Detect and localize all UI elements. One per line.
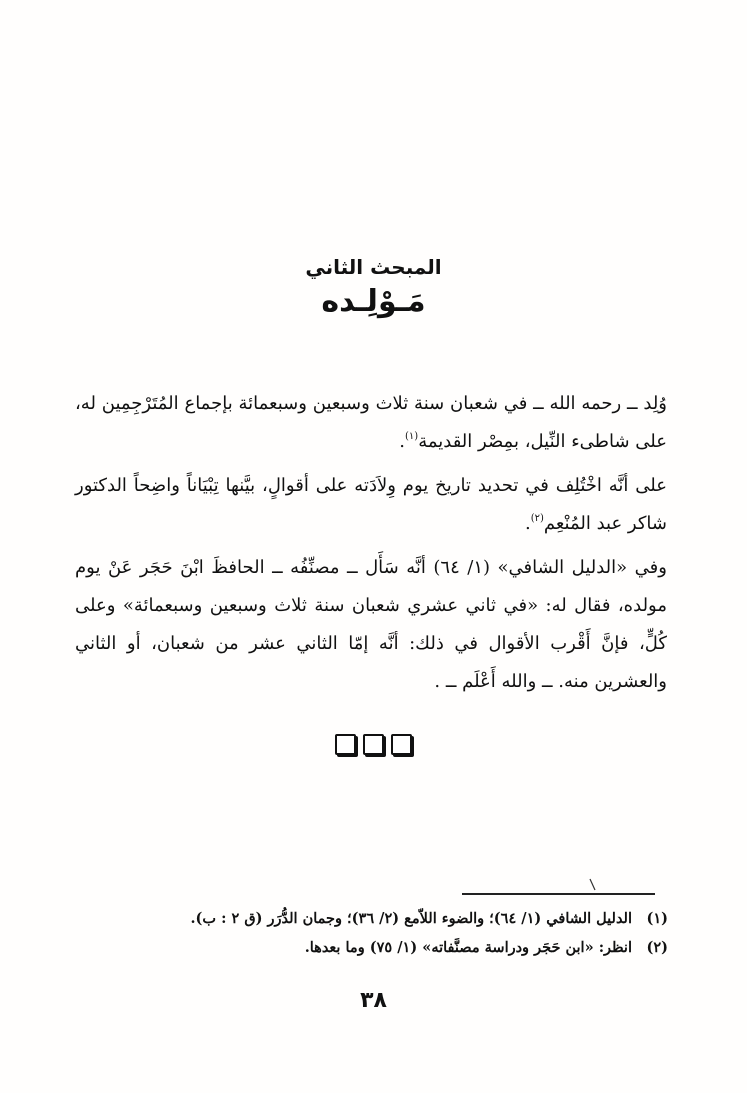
paragraph-text: وُلِد ــ رحمه الله ــ في شعبان سنة ثلاث وسبعين وسبعمائة بإجماع المُتَرْجِمِين له، على شاطىء النِّيل، بمِصْر القديمة xyxy=(75,393,667,452)
footnote-reference: (١) xyxy=(405,431,419,442)
footnote xyxy=(90,904,668,933)
section-heading xyxy=(0,250,747,322)
paragraph-end: . xyxy=(399,431,405,452)
paragraph xyxy=(75,549,667,701)
square-ornament-icon xyxy=(391,734,412,755)
section-title: مَـوْلِـده xyxy=(321,284,426,319)
footnote-divider xyxy=(462,893,655,895)
footnotes xyxy=(90,904,668,962)
paragraph xyxy=(75,467,667,543)
footnote-reference: (٢) xyxy=(530,513,544,524)
footnote xyxy=(90,933,668,962)
paragraph xyxy=(75,385,667,461)
print-mark-icon xyxy=(588,878,598,892)
footnote-number: (٢) xyxy=(646,939,668,956)
section-subtitle: المبحث الثاني xyxy=(305,255,442,279)
body-text xyxy=(75,385,667,707)
footnote-text: انظر: «ابن حَجَر ودراسة مصنَّفاته» (١/ ٧٥) وما بعدها. xyxy=(304,939,632,956)
section-end-ornament xyxy=(0,734,747,755)
square-ornament-icon xyxy=(335,734,356,755)
footnote-number: (١) xyxy=(646,910,668,927)
page-number: ٣٨ xyxy=(360,988,387,1013)
paragraph-text: وفي «الدليل الشافي» (١/ ٦٤) أنَّه سَأَل ــ مصنِّفُه ــ الحافظَ ابْنَ حَجَر عَنْ يوم مولده، فقال له: «في ثاني عشري شعبان سنة ثلاث وسبعين وسبعمائة» وعلى كُلٍّ، فإنَّ أَقْرب الأقوال في ذلك: أنَّه إمّا الثاني عشر من شعبان، أو الثاني والعشرين منه. ــ والله أَعْلَم ــ . xyxy=(75,557,667,692)
square-ornament-icon xyxy=(363,734,384,755)
footnote-text: الدليل الشافي (١/ ٦٤)؛ والضوء اللاّمع (٢/ ٣٦)؛ وجمان الدُّرَر (ق ٢ : ب). xyxy=(190,910,632,927)
paragraph-text: على أنَّه اخْتُلِف في تحديد تاريخ يوم وِلاَدَته على أقوالٍ، بيَّنها تِبْيَاناً واضِحاً الدكتور شاكر عبد المُنْعِم xyxy=(75,475,667,534)
paragraph-end: . xyxy=(524,513,531,534)
